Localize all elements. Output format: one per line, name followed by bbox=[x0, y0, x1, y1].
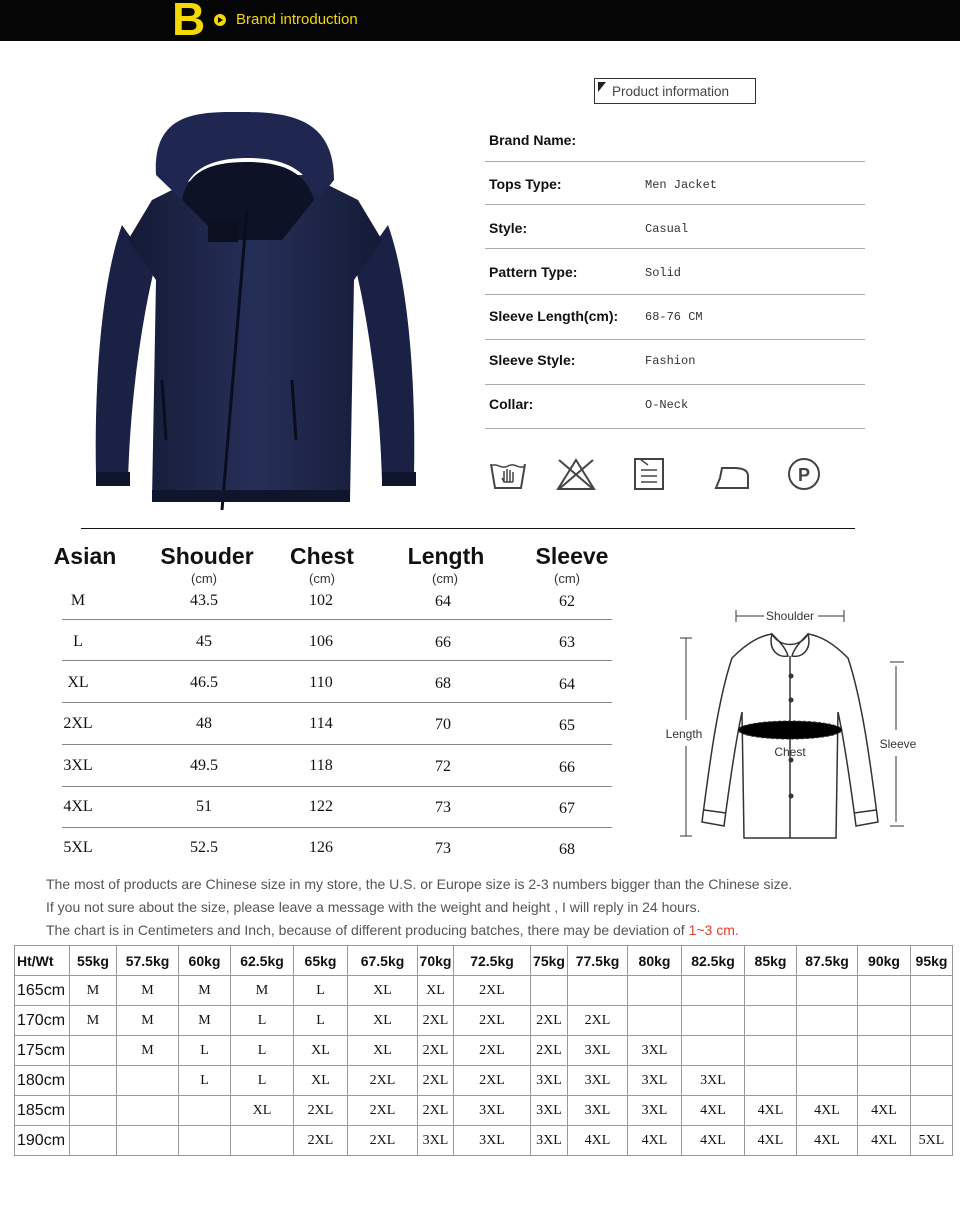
do-not-bleach-icon bbox=[556, 456, 596, 492]
spec-row-pattern-type bbox=[485, 251, 865, 295]
size-cell-asian: XL bbox=[67, 674, 89, 691]
brand-logo-letter: B bbox=[172, 0, 206, 45]
spec-divider bbox=[485, 161, 865, 162]
size-cell: 3XL bbox=[531, 1096, 568, 1126]
size-cell: 2XL bbox=[454, 976, 531, 1006]
size-cell: 4XL bbox=[568, 1126, 628, 1156]
size-cell: M bbox=[70, 976, 117, 1006]
size-cell: XL bbox=[294, 1066, 348, 1096]
size-cell: 3XL bbox=[628, 1036, 682, 1066]
size-unit-label: (cm) bbox=[432, 571, 458, 586]
size-cell: M bbox=[179, 1006, 231, 1036]
size-cell bbox=[858, 1066, 911, 1096]
weight-header: 80kg bbox=[628, 946, 682, 976]
size-header-chest: Chest bbox=[290, 543, 354, 569]
size-cell-chest: 118 bbox=[309, 757, 333, 774]
size-note-line-3 bbox=[46, 922, 739, 938]
size-cell-shoulder: 45 bbox=[196, 633, 212, 650]
size-cell bbox=[797, 1006, 858, 1036]
size-cell bbox=[745, 1066, 797, 1096]
weight-header: 60kg bbox=[179, 946, 231, 976]
spec-label: Brand Name: bbox=[489, 132, 577, 148]
corner-triangle-icon bbox=[598, 82, 606, 92]
size-cell bbox=[117, 1066, 179, 1096]
size-cell-sleeve: 66 bbox=[559, 759, 575, 776]
svg-text:P: P bbox=[797, 465, 811, 485]
spec-value: Fashion bbox=[645, 354, 696, 368]
weight-header: 77.5kg bbox=[568, 946, 628, 976]
size-cell-length: 68 bbox=[435, 675, 451, 692]
size-unit-label: (cm) bbox=[309, 571, 335, 586]
size-row-divider bbox=[62, 619, 612, 620]
height-label: 185cm bbox=[15, 1096, 70, 1126]
size-cell: L bbox=[294, 976, 348, 1006]
size-cell: 3XL bbox=[568, 1096, 628, 1126]
weight-header: 62.5kg bbox=[231, 946, 294, 976]
spec-value: 68-76 CM bbox=[645, 310, 703, 324]
diagram-label-sleeve: Sleeve bbox=[879, 737, 917, 751]
size-cell: 4XL bbox=[858, 1096, 911, 1126]
size-cell-sleeve: 67 bbox=[559, 800, 575, 817]
size-cell: 3XL bbox=[418, 1126, 454, 1156]
size-cell: L bbox=[231, 1006, 294, 1036]
size-row-divider bbox=[62, 744, 612, 745]
size-cell-chest: 110 bbox=[309, 674, 333, 691]
iron-icon bbox=[712, 456, 752, 492]
size-row-divider bbox=[62, 660, 612, 661]
spec-value: Solid bbox=[645, 266, 682, 280]
size-cell-shoulder: 52.5 bbox=[190, 839, 218, 856]
size-cell: 2XL bbox=[418, 1066, 454, 1096]
size-cell: XL bbox=[294, 1036, 348, 1066]
spec-label: Style: bbox=[489, 220, 528, 236]
size-cell: 3XL bbox=[568, 1036, 628, 1066]
size-cell bbox=[745, 976, 797, 1006]
size-cell-chest: 126 bbox=[309, 839, 333, 856]
size-cell bbox=[797, 976, 858, 1006]
spec-label: Sleeve Length(cm): bbox=[489, 308, 619, 324]
spec-label: Pattern Type: bbox=[489, 264, 578, 280]
size-cell-chest: 122 bbox=[309, 798, 333, 815]
size-cell: 4XL bbox=[628, 1126, 682, 1156]
dry-clean-p-icon bbox=[786, 456, 826, 492]
size-cell: 4XL bbox=[682, 1096, 745, 1126]
height-weight-size-chart bbox=[14, 945, 953, 1156]
size-cell: 2XL bbox=[294, 1096, 348, 1126]
size-cell-length: 64 bbox=[435, 593, 451, 610]
spec-row-sleeve-style bbox=[485, 339, 865, 383]
size-cell-asian: L bbox=[73, 633, 83, 650]
spec-divider bbox=[485, 248, 865, 249]
size-cell bbox=[179, 1096, 231, 1126]
size-note-line-3-text: The chart is in Centimeters and Inch, because of different producing batches, there may be deviation of bbox=[46, 922, 689, 938]
size-cell-length: 66 bbox=[435, 634, 451, 651]
spec-divider bbox=[485, 204, 865, 205]
size-cell: XL bbox=[348, 1006, 418, 1036]
weight-header: 82.5kg bbox=[682, 946, 745, 976]
size-cell-sleeve: 64 bbox=[559, 676, 575, 693]
size-cell: 4XL bbox=[797, 1126, 858, 1156]
deviation-highlight: 1~3 cm. bbox=[688, 922, 739, 938]
size-header-sleeve: Sleeve bbox=[535, 543, 609, 569]
size-cell: 2XL bbox=[348, 1066, 418, 1096]
diagram-label-length: Length bbox=[665, 727, 703, 741]
size-cell-asian: M bbox=[70, 592, 86, 609]
size-cell-chest: 106 bbox=[309, 633, 333, 650]
size-cell: 3XL bbox=[628, 1096, 682, 1126]
size-cell bbox=[745, 1036, 797, 1066]
size-cell bbox=[628, 1006, 682, 1036]
size-cell: M bbox=[117, 1006, 179, 1036]
chart-row bbox=[15, 1006, 953, 1036]
size-cell: 4XL bbox=[745, 1096, 797, 1126]
size-cell bbox=[745, 1006, 797, 1036]
chart-row bbox=[15, 976, 953, 1006]
size-cell-sleeve: 65 bbox=[559, 717, 575, 734]
size-cell: 4XL bbox=[682, 1126, 745, 1156]
jacket-product-image bbox=[82, 80, 428, 520]
size-cell: XL bbox=[231, 1096, 294, 1126]
size-note-line-2: If you not sure about the size, please leave a message with the weight and height , I will reply in 24 hours. bbox=[46, 899, 701, 915]
spec-row-brand-name bbox=[485, 119, 865, 163]
size-unit-label: (cm) bbox=[191, 571, 217, 586]
weight-header: 57.5kg bbox=[117, 946, 179, 976]
weight-header: 87.5kg bbox=[797, 946, 858, 976]
size-cell: L bbox=[231, 1036, 294, 1066]
size-cell bbox=[628, 976, 682, 1006]
spec-label: Collar: bbox=[489, 396, 534, 412]
weight-header: 85kg bbox=[745, 946, 797, 976]
size-cell bbox=[70, 1096, 117, 1126]
spec-row-collar bbox=[485, 383, 865, 427]
size-cell bbox=[911, 1066, 953, 1096]
size-cell-asian: 3XL bbox=[63, 757, 93, 774]
chart-row bbox=[15, 1096, 953, 1126]
size-cell-sleeve: 68 bbox=[559, 841, 575, 858]
weight-header: 65kg bbox=[294, 946, 348, 976]
height-label: 180cm bbox=[15, 1066, 70, 1096]
size-cell: 3XL bbox=[568, 1066, 628, 1096]
size-cell: L bbox=[179, 1036, 231, 1066]
size-row-divider bbox=[62, 786, 612, 787]
size-cell: 3XL bbox=[531, 1126, 568, 1156]
size-cell bbox=[911, 1096, 953, 1126]
size-cell: 2XL bbox=[294, 1126, 348, 1156]
size-cell: 3XL bbox=[454, 1096, 531, 1126]
size-row-divider bbox=[62, 827, 612, 828]
brand-introduction-title: Brand introduction bbox=[236, 11, 358, 28]
size-cell bbox=[531, 976, 568, 1006]
size-cell bbox=[911, 1036, 953, 1066]
size-cell bbox=[231, 1126, 294, 1156]
size-header-shoulder: Shouder bbox=[160, 543, 254, 569]
size-cell: 3XL bbox=[531, 1066, 568, 1096]
size-cell bbox=[911, 1006, 953, 1036]
size-cell: 2XL bbox=[454, 1066, 531, 1096]
size-cell-chest: 102 bbox=[309, 592, 333, 609]
chart-row bbox=[15, 1126, 953, 1156]
size-cell-length: 73 bbox=[435, 840, 451, 857]
size-cell: M bbox=[70, 1006, 117, 1036]
height-label: 175cm bbox=[15, 1036, 70, 1066]
chart-row bbox=[15, 1066, 953, 1096]
size-cell: XL bbox=[348, 1036, 418, 1066]
spec-value: O-Neck bbox=[645, 398, 689, 412]
size-cell: 2XL bbox=[454, 1006, 531, 1036]
size-cell-shoulder: 48 bbox=[196, 715, 212, 732]
shirt-measurement-diagram bbox=[660, 600, 925, 845]
spec-row-tops-type bbox=[485, 163, 865, 207]
size-note-line-1: The most of products are Chinese size in my store, the U.S. or Europe size is 2-3 numbers bigger than the Chinese size. bbox=[46, 876, 793, 892]
size-cell: XL bbox=[418, 976, 454, 1006]
size-cell: M bbox=[117, 1036, 179, 1066]
chart-corner-header: Ht/Wt bbox=[15, 946, 70, 976]
size-cell bbox=[682, 976, 745, 1006]
spec-row-style bbox=[485, 207, 865, 251]
size-cell: L bbox=[231, 1066, 294, 1096]
diagram-label-chest: Chest bbox=[774, 745, 806, 759]
size-cell: 2XL bbox=[418, 1096, 454, 1126]
size-cell bbox=[70, 1066, 117, 1096]
spec-label: Tops Type: bbox=[489, 176, 562, 192]
size-cell-chest: 114 bbox=[309, 715, 333, 732]
chart-row bbox=[15, 1036, 953, 1066]
spec-label: Sleeve Style: bbox=[489, 352, 576, 368]
size-cell: L bbox=[294, 1006, 348, 1036]
size-cell: 4XL bbox=[745, 1126, 797, 1156]
size-cell-shoulder: 49.5 bbox=[190, 757, 218, 774]
size-cell bbox=[858, 1006, 911, 1036]
diagram-label-shoulder: Shoulder bbox=[765, 609, 815, 623]
spec-value: Men Jacket bbox=[645, 178, 718, 192]
brand-header-bar bbox=[0, 0, 960, 45]
size-row-divider bbox=[62, 702, 612, 703]
size-cell: 2XL bbox=[531, 1036, 568, 1066]
size-cell bbox=[797, 1066, 858, 1096]
size-cell bbox=[797, 1036, 858, 1066]
size-header-asian: Asian bbox=[53, 543, 117, 569]
height-label: 170cm bbox=[15, 1006, 70, 1036]
size-cell: 3XL bbox=[454, 1126, 531, 1156]
chart-header-row bbox=[15, 946, 953, 976]
size-cell: 3XL bbox=[628, 1066, 682, 1096]
weight-header: 70kg bbox=[418, 946, 454, 976]
size-cell bbox=[117, 1096, 179, 1126]
size-cell: 4XL bbox=[797, 1096, 858, 1126]
size-cell: 2XL bbox=[418, 1036, 454, 1066]
size-cell: L bbox=[179, 1066, 231, 1096]
size-cell bbox=[858, 1036, 911, 1066]
size-cell-shoulder: 46.5 bbox=[190, 674, 218, 691]
size-cell bbox=[858, 976, 911, 1006]
size-cell-asian: 4XL bbox=[63, 798, 93, 815]
size-cell: 4XL bbox=[858, 1126, 911, 1156]
size-cell: 2XL bbox=[418, 1006, 454, 1036]
size-cell: 2XL bbox=[348, 1126, 418, 1156]
weight-header: 95kg bbox=[911, 946, 953, 976]
size-cell: M bbox=[231, 976, 294, 1006]
height-label: 190cm bbox=[15, 1126, 70, 1156]
size-cell bbox=[70, 1036, 117, 1066]
size-cell: 2XL bbox=[454, 1036, 531, 1066]
tumble-dry-icon bbox=[632, 456, 672, 492]
size-cell bbox=[179, 1126, 231, 1156]
size-cell bbox=[682, 1036, 745, 1066]
spec-row-sleeve-length bbox=[485, 295, 865, 339]
size-unit-label: (cm) bbox=[554, 571, 580, 586]
weight-header: 72.5kg bbox=[454, 946, 531, 976]
size-cell: 2XL bbox=[568, 1006, 628, 1036]
size-cell: 2XL bbox=[531, 1006, 568, 1036]
size-cell bbox=[911, 976, 953, 1006]
size-cell-shoulder: 43.5 bbox=[190, 592, 218, 609]
size-cell: 2XL bbox=[348, 1096, 418, 1126]
size-cell bbox=[70, 1126, 117, 1156]
product-information-title-box bbox=[594, 78, 756, 104]
size-cell-asian: 5XL bbox=[63, 839, 93, 856]
play-circle-icon bbox=[214, 14, 226, 26]
size-cell-length: 70 bbox=[435, 716, 451, 733]
weight-header: 90kg bbox=[858, 946, 911, 976]
size-cell-asian: 2XL bbox=[63, 715, 93, 732]
size-cell: 3XL bbox=[682, 1066, 745, 1096]
size-cell-shoulder: 51 bbox=[196, 798, 212, 815]
size-cell-length: 73 bbox=[435, 799, 451, 816]
size-cell: M bbox=[117, 976, 179, 1006]
size-cell bbox=[568, 976, 628, 1006]
weight-header: 75kg bbox=[531, 946, 568, 976]
size-header-length: Length bbox=[407, 543, 485, 569]
weight-header: 67.5kg bbox=[348, 946, 418, 976]
size-cell: 5XL bbox=[911, 1126, 953, 1156]
spec-divider bbox=[485, 428, 865, 429]
size-cell: M bbox=[179, 976, 231, 1006]
size-cell bbox=[682, 1006, 745, 1036]
size-cell-length: 72 bbox=[435, 758, 451, 775]
size-cell bbox=[117, 1126, 179, 1156]
spec-value: Casual bbox=[645, 222, 689, 236]
size-cell-sleeve: 62 bbox=[559, 593, 575, 610]
size-cell: XL bbox=[348, 976, 418, 1006]
weight-header: 55kg bbox=[70, 946, 117, 976]
section-divider bbox=[81, 528, 855, 529]
hand-wash-icon bbox=[488, 456, 528, 492]
product-information-title: Product information bbox=[612, 84, 730, 99]
size-cell-sleeve: 63 bbox=[559, 634, 575, 651]
height-label: 165cm bbox=[15, 976, 70, 1006]
